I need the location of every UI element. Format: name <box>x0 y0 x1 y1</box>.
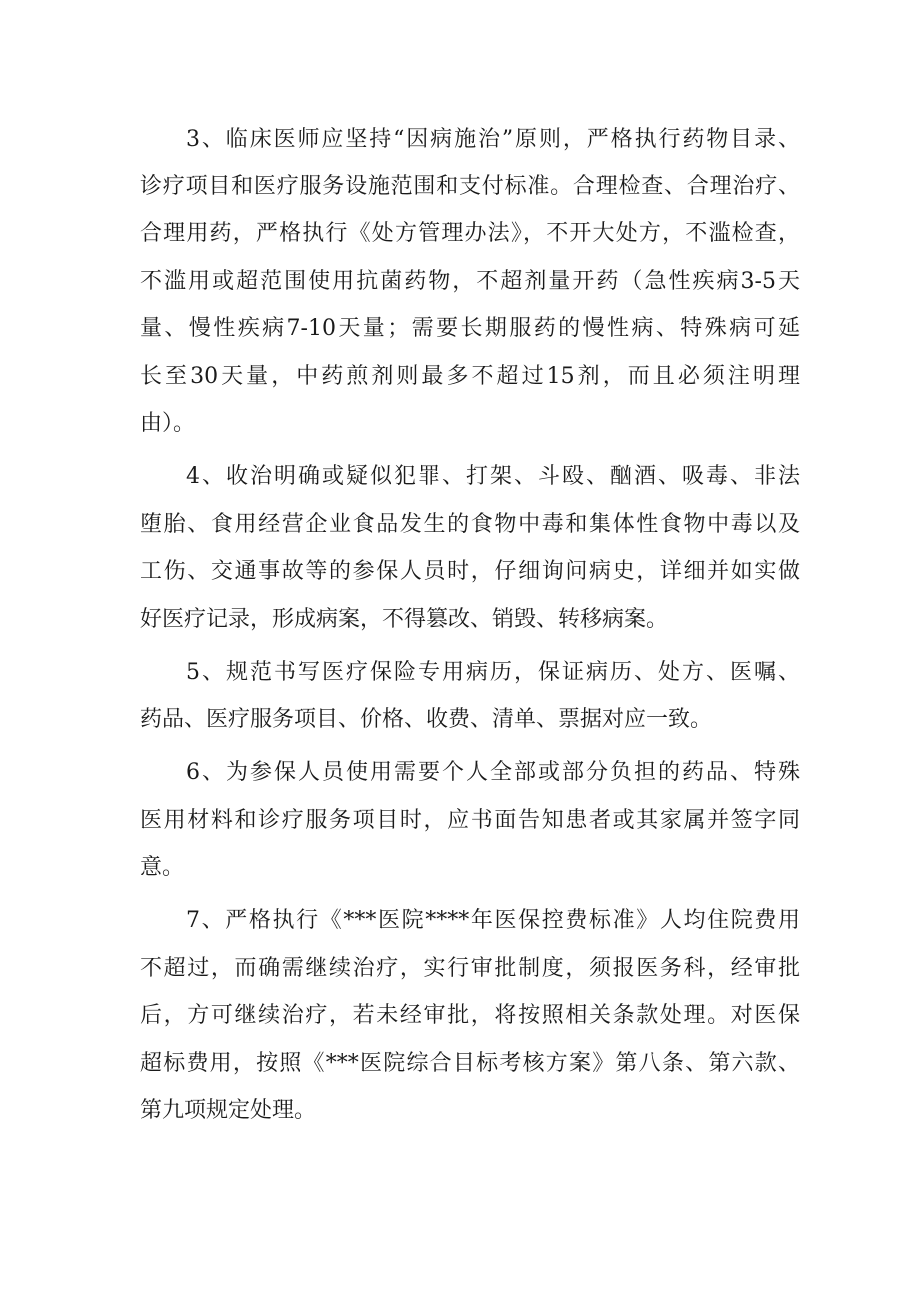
paragraph-7-line-3: 后，方可继续治疗，若未经审批，将按照相关条款处理。对医保 <box>140 1003 800 1028</box>
paragraph-7-line-5: 第九项规定处理。 <box>140 1098 317 1123</box>
paragraph-6-line-2: 医用材料和诊疗服务项目时，应书面告知患者或其家属并签字同 <box>140 808 800 833</box>
paragraph-4-line-4: 好医疗记录，形成病案，不得篡改、销毁、转移病案。 <box>140 607 669 632</box>
paragraph-3-line-7: 由）。 <box>140 411 196 436</box>
paragraph-7-line-1: 7、严格执行《***医院****年医保控费标准》人均住院费用 <box>186 908 800 933</box>
paragraph-3-line-6: 长至30天量，中药煎剂则最多不超过15剂，而且必须注明理 <box>140 364 800 389</box>
paragraph-6-line-3: 意。 <box>140 855 185 880</box>
paragraph-5-line-1: 5、规范书写医疗保险专用病历，保证病历、处方、医嘱、 <box>186 660 800 685</box>
paragraph-3-line-4: 不滥用或超范围使用抗菌药物，不超剂量开药（急性疾病3-5天 <box>140 269 800 294</box>
paragraph-6-line-1: 6、为参保人员使用需要个人全部或部分负担的药品、特殊 <box>186 760 800 785</box>
paragraph-3-line-5: 量、慢性疾病7-10天量；需要长期服药的慢性病、特殊病可延 <box>140 316 800 341</box>
paragraph-4-line-1: 4、收治明确或疑似犯罪、打架、斗殴、酗酒、吸毒、非法 <box>186 464 800 489</box>
paragraph-7-line-2: 不超过，而确需继续治疗，实行审批制度，须报医务科，经审批 <box>140 956 800 981</box>
paragraph-4-line-3: 工伤、交通事故等的参保人员时，仔细询问病史，详细并如实做 <box>140 559 800 584</box>
paragraph-7-line-4: 超标费用，按照《***医院综合目标考核方案》第八条、第六款、 <box>140 1051 800 1076</box>
paragraph-3-line-1: 3、临床医师应坚持“因病施治”原则，严格执行药物目录、 <box>186 127 800 152</box>
paragraph-3-line-2: 诊疗项目和医疗服务设施范围和支付标准。合理检查、合理治疗、 <box>140 174 800 199</box>
paragraph-3-line-3: 合理用药，严格执行《处方管理办法》，不开大处方，不滥检查， <box>140 221 800 246</box>
paragraph-5-line-2: 药品、医疗服务项目、价格、收费、清单、票据对应一致。 <box>140 707 713 732</box>
paragraph-4-line-2: 堕胎、食用经营企业食品发生的食物中毒和集体性食物中毒以及 <box>140 512 800 537</box>
